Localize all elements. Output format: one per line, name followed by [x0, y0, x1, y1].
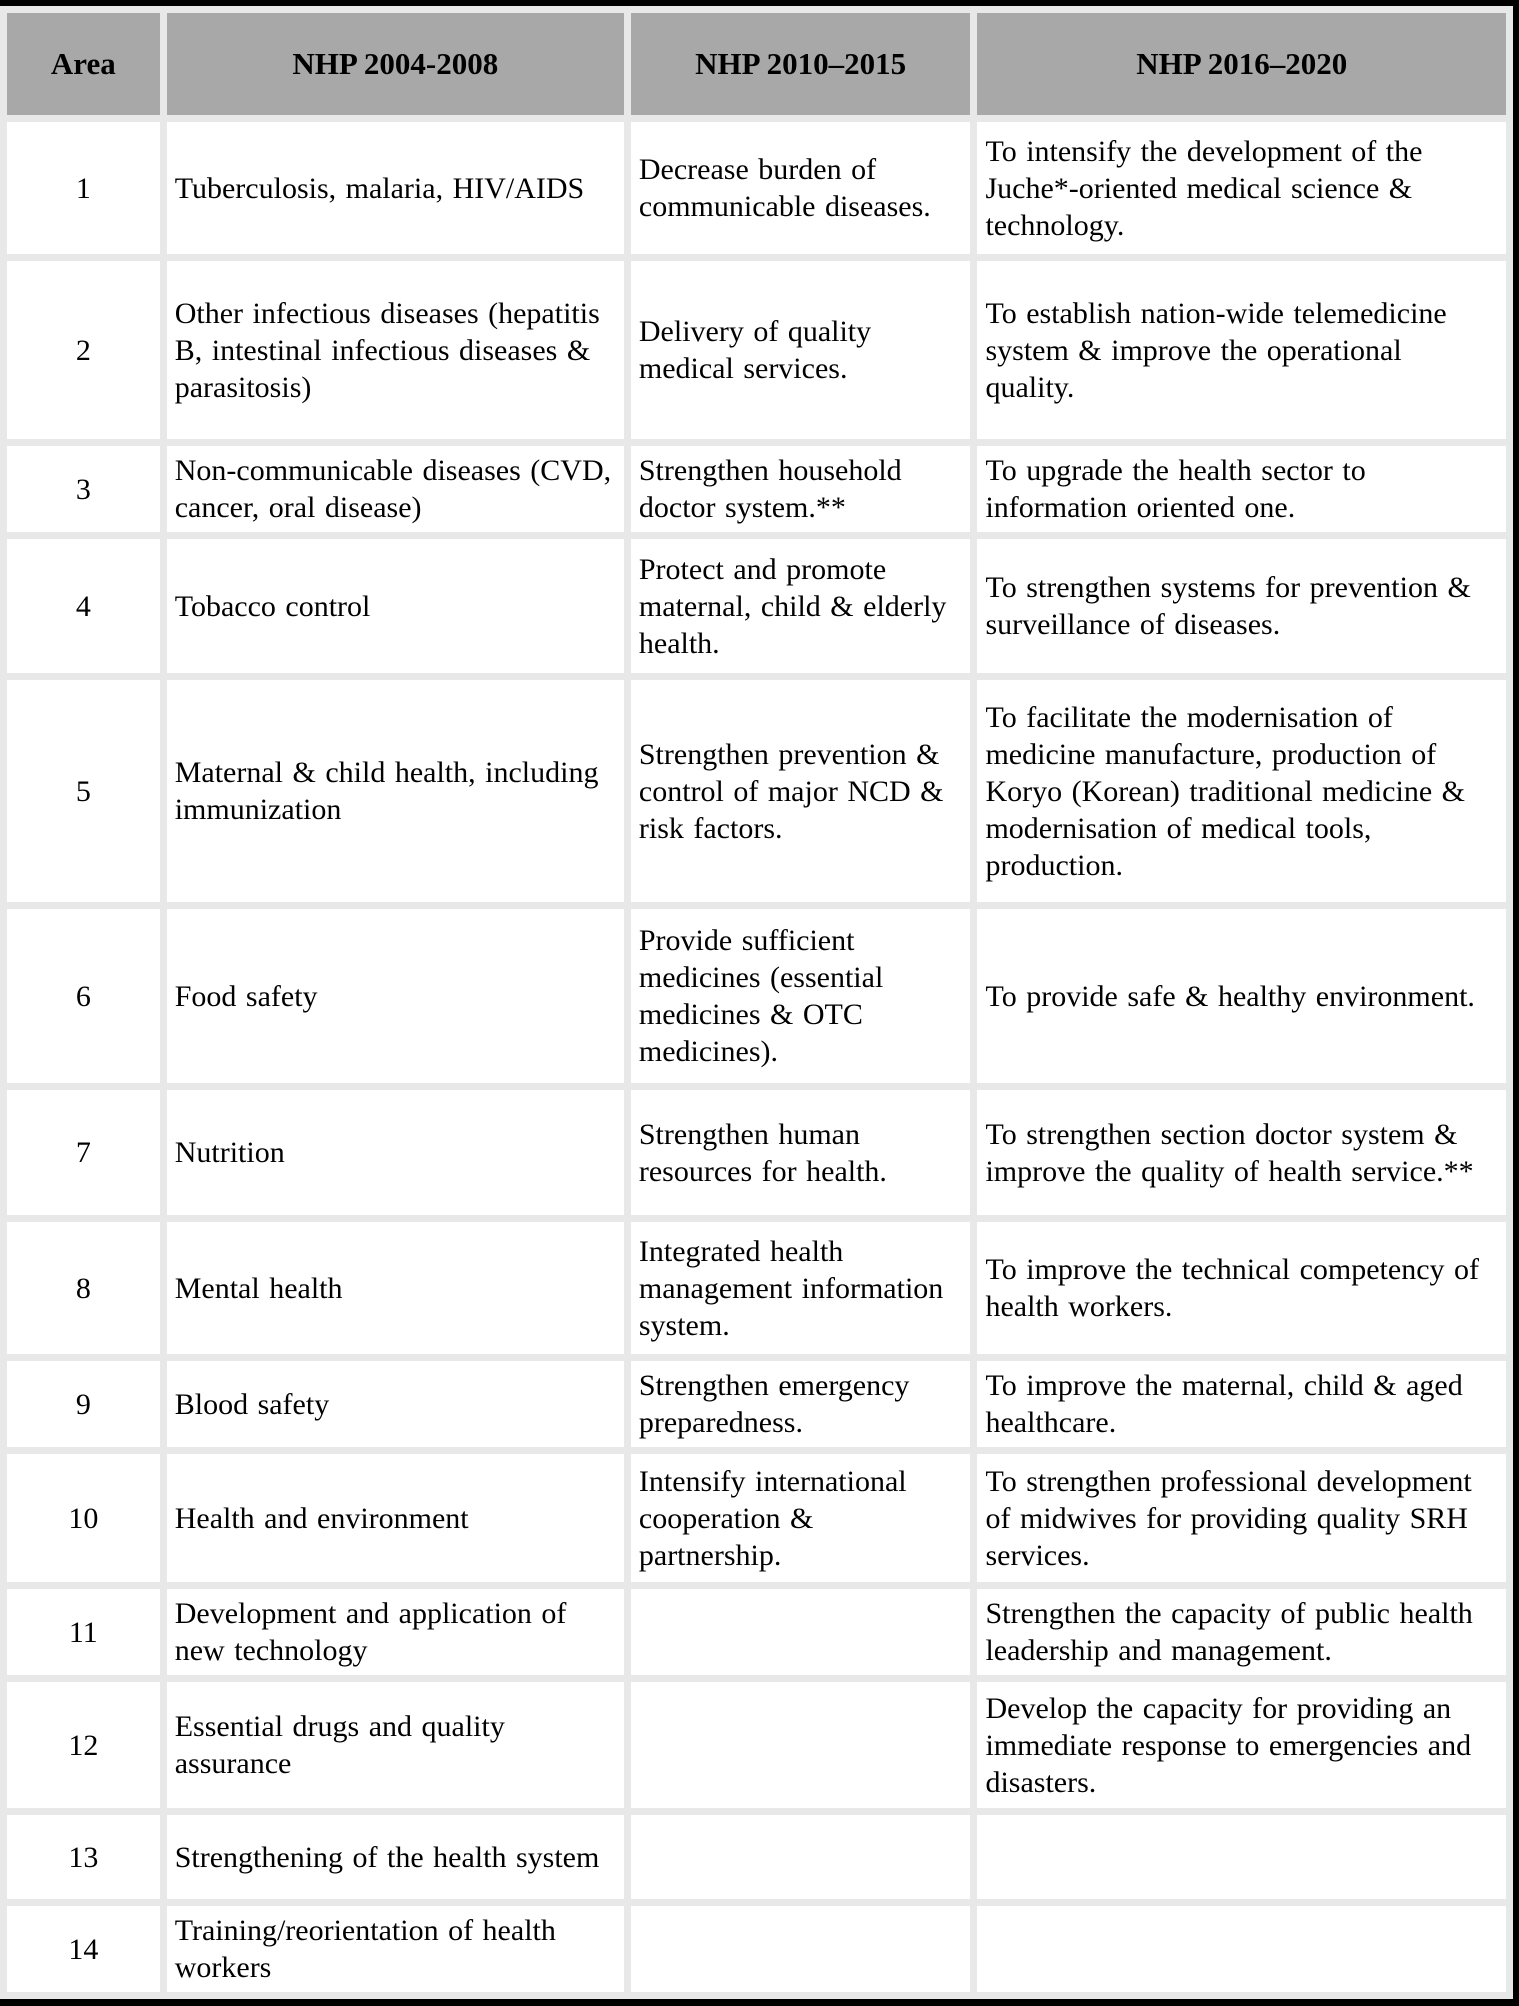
nhp-2004-2008-cell: Non-communicable diseases (CVD, cancer, oral disease): [167, 446, 624, 532]
nhp-2004-2008-cell: Food safety: [167, 909, 624, 1083]
nhp-2010-2015-cell: [631, 1589, 971, 1675]
nhp-2016-2020-cell: Strengthen the capacity of public health leadership and management.: [977, 1589, 1506, 1675]
nhp-2010-2015-cell: [631, 1906, 971, 1992]
nhp-2010-2015-cell: Intensify international cooperation & partnership.: [631, 1454, 971, 1582]
nhp-2016-2020-cell: To intensify the development of the Juche*-oriented medical science & technology.: [977, 122, 1506, 254]
table-header-row: [7, 13, 1506, 115]
area-cell: 11: [7, 1589, 160, 1675]
table-row: [7, 1361, 1506, 1447]
nhp-2016-2020-cell: To improve the maternal, child & aged healthcare.: [977, 1361, 1506, 1447]
nhp-2004-2008-cell: Maternal & child health, including immunization: [167, 680, 624, 902]
nhp-2016-2020-cell: [977, 1906, 1506, 1992]
nhp-2004-2008-cell: Blood safety: [167, 1361, 624, 1447]
nhp-2004-2008-cell: Strengthening of the health system: [167, 1815, 624, 1899]
table-panel: [0, 6, 1513, 1999]
table-row: [7, 1090, 1506, 1215]
area-cell: 3: [7, 446, 160, 532]
table-row: [7, 1906, 1506, 1992]
table-row: [7, 1222, 1506, 1354]
area-cell: 12: [7, 1682, 160, 1808]
nhp-2010-2015-cell: Strengthen prevention & control of major NCD & risk factors.: [631, 680, 971, 902]
nhp-2016-2020-cell: To facilitate the modernisation of medicine manufacture, production of Koryo (Korean) traditional medicine & modernisation of medical tools, production.: [977, 680, 1506, 902]
header-area: Area: [7, 13, 160, 115]
nhp-2016-2020-cell: To improve the technical competency of health workers.: [977, 1222, 1506, 1354]
nhp-2010-2015-cell: Delivery of quality medical services.: [631, 261, 971, 439]
nhp-2016-2020-cell: To strengthen section doctor system & improve the quality of health service.**: [977, 1090, 1506, 1215]
nhp-2010-2015-cell: Protect and promote maternal, child & elderly health.: [631, 539, 971, 673]
nhp-2010-2015-cell: Integrated health management information system.: [631, 1222, 971, 1354]
nhp-2004-2008-cell: Training/reorientation of health workers: [167, 1906, 624, 1992]
header-nhp-2010-2015: NHP 2010–2015: [631, 13, 971, 115]
nhp-comparison-table: [0, 6, 1513, 1999]
table-row: [7, 1454, 1506, 1582]
nhp-2004-2008-cell: Tobacco control: [167, 539, 624, 673]
nhp-2004-2008-cell: Other infectious diseases (hepatitis B, intestinal infectious diseases & parasitosis): [167, 261, 624, 439]
nhp-2016-2020-cell: Develop the capacity for providing an immediate response to emergencies and disasters.: [977, 1682, 1506, 1808]
nhp-2010-2015-cell: Strengthen human resources for health.: [631, 1090, 971, 1215]
area-cell: 4: [7, 539, 160, 673]
table-row: [7, 909, 1506, 1083]
table-row: [7, 539, 1506, 673]
area-cell: 6: [7, 909, 160, 1083]
area-cell: 1: [7, 122, 160, 254]
table-body: [7, 122, 1506, 1992]
nhp-2010-2015-cell: Strengthen emergency preparedness.: [631, 1361, 971, 1447]
header-nhp-2016-2020: NHP 2016–2020: [977, 13, 1506, 115]
nhp-2016-2020-cell: To establish nation-wide telemedicine system & improve the operational quality.: [977, 261, 1506, 439]
area-cell: 9: [7, 1361, 160, 1447]
nhp-2016-2020-cell: [977, 1815, 1506, 1899]
nhp-2004-2008-cell: Mental health: [167, 1222, 624, 1354]
nhp-2010-2015-cell: Decrease burden of communicable diseases.: [631, 122, 971, 254]
area-cell: 8: [7, 1222, 160, 1354]
area-cell: 7: [7, 1090, 160, 1215]
nhp-2010-2015-cell: [631, 1682, 971, 1808]
nhp-2016-2020-cell: To strengthen systems for prevention & surveillance of diseases.: [977, 539, 1506, 673]
area-cell: 2: [7, 261, 160, 439]
nhp-2010-2015-cell: Strengthen household doctor system.**: [631, 446, 971, 532]
nhp-2004-2008-cell: Nutrition: [167, 1090, 624, 1215]
nhp-2010-2015-cell: [631, 1815, 971, 1899]
area-cell: 14: [7, 1906, 160, 1992]
nhp-2016-2020-cell: To provide safe & healthy environment.: [977, 909, 1506, 1083]
table-row: [7, 1589, 1506, 1675]
nhp-2016-2020-cell: To upgrade the health sector to information oriented one.: [977, 446, 1506, 532]
nhp-2004-2008-cell: Development and application of new technology: [167, 1589, 624, 1675]
area-cell: 13: [7, 1815, 160, 1899]
area-cell: 10: [7, 1454, 160, 1582]
nhp-2004-2008-cell: Tuberculosis, malaria, HIV/AIDS: [167, 122, 624, 254]
nhp-2004-2008-cell: Health and environment: [167, 1454, 624, 1582]
header-nhp-2004-2008: NHP 2004-2008: [167, 13, 624, 115]
nhp-2016-2020-cell: To strengthen professional development of midwives for providing quality SRH services.: [977, 1454, 1506, 1582]
table-row: [7, 680, 1506, 902]
table-row: [7, 1682, 1506, 1808]
table-row: [7, 1815, 1506, 1899]
table-row: [7, 446, 1506, 532]
table-row: [7, 261, 1506, 439]
table-row: [7, 122, 1506, 254]
nhp-2004-2008-cell: Essential drugs and quality assurance: [167, 1682, 624, 1808]
nhp-2010-2015-cell: Provide sufficient medicines (essential medicines & OTC medicines).: [631, 909, 971, 1083]
area-cell: 5: [7, 680, 160, 902]
